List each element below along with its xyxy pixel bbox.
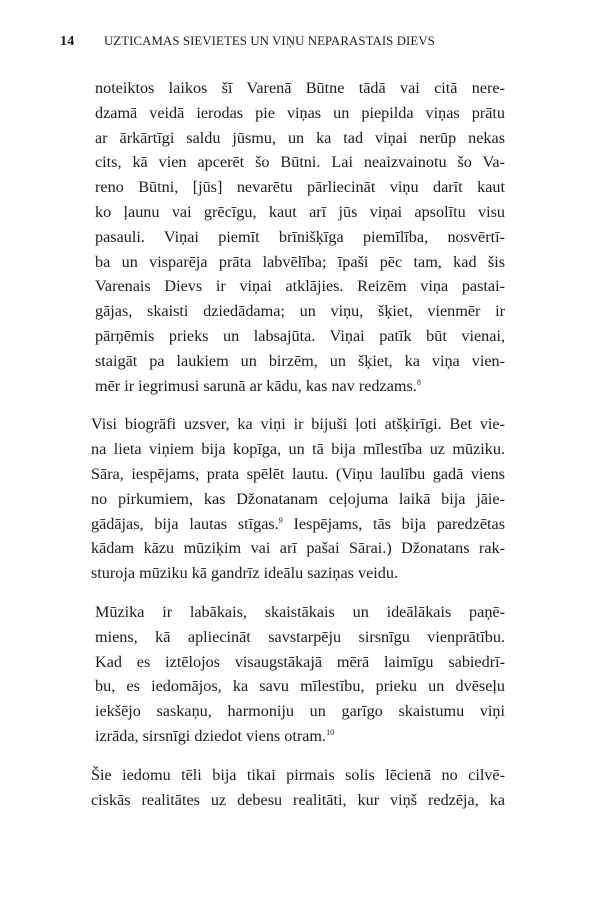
text-line: staigāt pa laukiem un birzēm, un šķiet, ka viņa vien-: [95, 351, 505, 370]
text-line: Sāra, iespējams, prata spēlēt lautu. (Viņu laulību gadā viens: [91, 464, 505, 483]
text-line: ciskās realitātes uz debesu realitāti, kur viņš redzēja, ka: [91, 790, 505, 809]
text-line: sturoja mūziku kā gandrīz ideālu saziņas veidu.: [91, 564, 399, 583]
text-line: noteiktos laikos šī Varenā Būtne tādā vai citā nere-: [95, 79, 505, 97]
running-header: [60, 34, 540, 50]
text-fragment: izrāda, sirsnīgi dziedot viens otram.: [95, 726, 327, 745]
text-line: reno Būtni, [jūs] nevarētu pārliecināt viņu darīt kaut: [95, 178, 505, 197]
footnote-marker: 8: [416, 377, 421, 387]
text-line: kādam kāzu mūziķim vai arī pašai Sārai.) Džonatans rak-: [91, 539, 505, 558]
body-paragraph-2: [91, 763, 505, 813]
text-line: na lieta viņiem bija kopīga, un tā bija mīlestība uz mūziku.: [91, 440, 505, 459]
footnote-marker: 9: [278, 515, 283, 525]
text-line: [91, 512, 505, 537]
text-line: pārņēmis prieks un labsajūta. Viņai patīk būt vienai,: [95, 326, 505, 345]
block-quote-1: [95, 76, 505, 398]
text-line: dzamā veidā ierodas pie viņas un piepilda viņas prātu: [95, 103, 505, 122]
text-fragment: Iespējams, tās bija paredzētas: [282, 514, 505, 533]
text-line: bu, es iedomājos, ka savu mīlestību, prieku un dvēseļu: [95, 677, 505, 696]
text-line: Kad es iztēlojos visaugstākajā mērā laimīgu sabiedrī-: [95, 652, 505, 671]
block-quote-2: [95, 600, 505, 749]
page-body: [91, 76, 505, 826]
text-line: Visi biogrāfi uzsver, ka viņi ir bijuši ļoti atšķirīgi. Bet vie-: [91, 415, 505, 434]
text-line: Mūzika ir labākais, skaistākais un ideālākais paņē-: [95, 602, 505, 621]
footnote-marker: 10: [326, 727, 335, 737]
text-line: no pirkumiem, kas Džonatanam ceļojuma laikā bija jāie-: [91, 489, 505, 508]
text-line: miens, kā apliecināt savstarpēju sirsnīgu vienprātību.: [95, 627, 505, 646]
text-line: [95, 724, 505, 749]
text-line: cits, kā vien apcerēt šo Būtni. Lai neaizvainotu šo Va-: [95, 153, 505, 172]
text-line: ba un visparēja prāta labvēlība; īpaši pēc tam, kad šis: [95, 252, 505, 271]
text-line: Šie iedomu tēli bija tikai pirmais solis lēcienā no cilvē-: [91, 765, 505, 784]
text-line: Varenais Dievs ir viņai atklājies. Reizēm viņa pastai-: [95, 277, 505, 296]
text-fragment: mēr ir iegrimusi sarunā ar kādu, kas nav redzams.: [95, 376, 417, 395]
page-number: 14: [60, 34, 75, 49]
text-line: [95, 374, 505, 399]
text-line: ko ļaunu vai grēcīgu, kaut arī jūs viņai apsolītu visu: [95, 202, 505, 221]
body-paragraph-1: [91, 412, 505, 586]
text-line: pasauli. Viņai piemīt brīnišķīga piemīlība, nosvērtī-: [95, 227, 505, 246]
text-line: ar ārkārtīgi saldu jūsmu, un ka tad viņai nerūp nekas: [95, 128, 505, 147]
running-title: UZTICAMAS SIEVIETES UN VIŅU NEPARASTAIS DIEVS: [104, 34, 435, 48]
text-line: gājas, skaisti dziedādama; un viņu, šķiet, vienmēr ir: [95, 302, 505, 321]
text-fragment: gādājas, bija lautas stīgas.: [91, 514, 279, 533]
text-line: iekšējo saskaņu, harmoniju un garīgo skaistumu viņi: [95, 702, 505, 721]
